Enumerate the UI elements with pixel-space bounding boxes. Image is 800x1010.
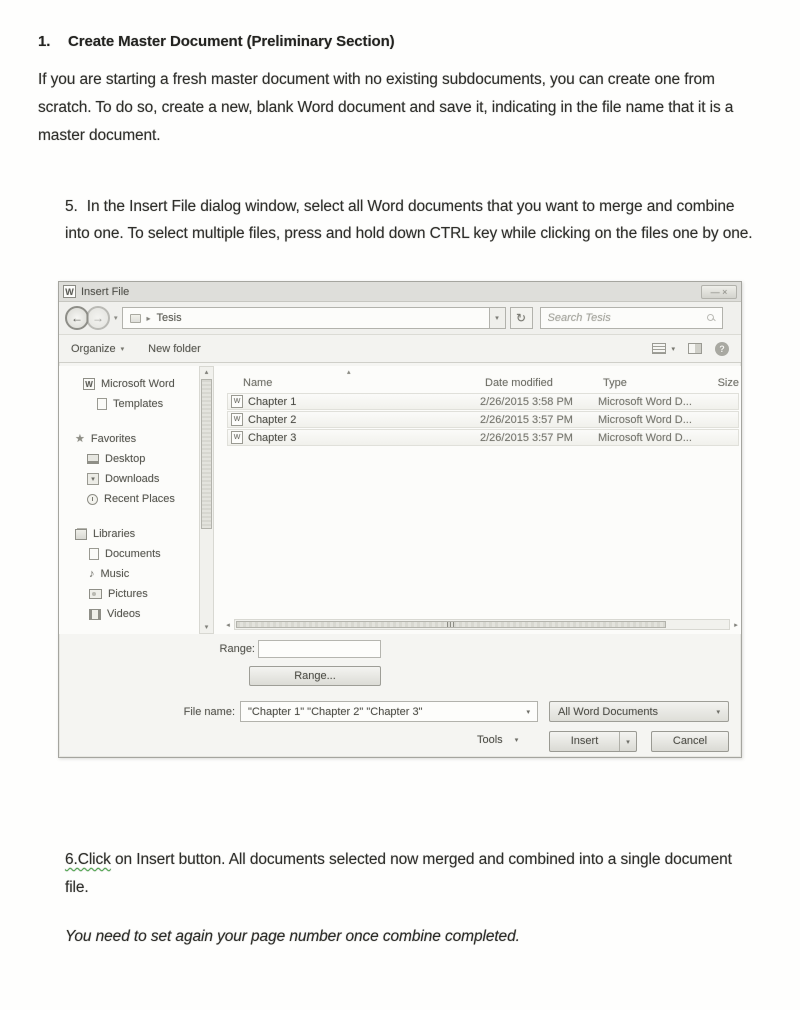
address-dropdown-button[interactable] [490, 307, 506, 329]
file-name-cell [228, 431, 480, 444]
page-title [38, 33, 395, 50]
search-icon [707, 314, 715, 322]
scroll-down-icon[interactable]: ▾ [204, 624, 209, 631]
music-icon: ♪ [89, 568, 95, 580]
file-name-cell [228, 395, 480, 408]
sidebar-label: Pictures [108, 588, 148, 600]
views-icon [652, 343, 666, 354]
sidebar-label: Templates [113, 398, 164, 410]
tools-button[interactable] [477, 734, 518, 746]
file-row-chapter-2[interactable] [227, 411, 739, 428]
sidebar-label: Videos [107, 608, 141, 620]
sidebar-item-microsoft-word[interactable] [59, 374, 199, 394]
intro-paragraph: If you are starting a fresh master document with no existing subdocuments, you can create one from scratch. To do so, create a new, blank Word document and save it, indicating in the file name that it is a master document. [38, 71, 734, 144]
scroll-up-icon[interactable]: ▴ [204, 369, 209, 376]
sidebar-item-recent-places[interactable] [59, 489, 199, 509]
dialog-title: Insert File [81, 285, 130, 298]
sidebar-item-videos[interactable] [59, 604, 199, 624]
column-header-name[interactable]: Name [243, 377, 273, 389]
insert-split-button [549, 731, 637, 752]
range-input[interactable] [258, 640, 381, 658]
breadcrumb[interactable] [122, 307, 490, 329]
insert-file-dialog [58, 281, 742, 758]
type-cell: Microsoft Word D... [598, 413, 692, 426]
forward-button[interactable] [86, 306, 110, 330]
insert-button[interactable]: Insert [570, 735, 599, 747]
search-box[interactable] [540, 307, 723, 329]
heading-title: Create Master Document (Preliminary Section) [68, 33, 395, 50]
file-row-chapter-3[interactable] [227, 429, 739, 446]
step-5-text: In the Insert File dialog window, select all Word documents that you want to merge and combine into one. To select multiple files, press and hold down CTRL key while clicking on the files one by one. [65, 198, 753, 242]
sidebar-item-music[interactable] [59, 564, 199, 584]
word-icon-glyph: W [85, 379, 93, 389]
libraries-icon [75, 529, 87, 540]
organize-button[interactable] [71, 343, 124, 355]
close-button[interactable] [701, 285, 737, 299]
scroll-left-icon[interactable]: ◂ [226, 621, 230, 629]
back-icon: ← [71, 311, 83, 325]
word-doc-icon [231, 431, 243, 444]
step-5-paragraph [65, 193, 757, 247]
forward-icon: → [92, 311, 104, 325]
insert-caret-icon: ▾ [626, 738, 630, 746]
step-6-text: on Insert button. All documents selected now merged and combined into a single document file. [65, 851, 732, 896]
type-cell: Microsoft Word D... [598, 431, 692, 444]
sidebar-label: Microsoft Word [101, 378, 175, 390]
desktop-icon [87, 454, 99, 464]
word-doc-icon-glyph: W [233, 416, 241, 423]
preview-pane-button[interactable] [688, 343, 702, 354]
horizontal-scrollbar-track[interactable] [234, 619, 730, 630]
breadcrumb-separator-icon: ▸ [146, 313, 151, 323]
file-name-text: Chapter 1 [248, 395, 297, 408]
file-row-chapter-1[interactable] [227, 393, 739, 410]
navigation-sidebar [59, 366, 199, 634]
range-label: Range: [219, 643, 255, 655]
sidebar-label: Libraries [93, 528, 136, 540]
date-modified-cell: 2/26/2015 3:58 PM [480, 395, 573, 408]
vertical-scrollbar[interactable] [199, 366, 214, 634]
dialog-main-area [59, 366, 741, 634]
note-paragraph: You need to set again your page number once combine completed. [65, 928, 520, 945]
sidebar-label: Desktop [105, 453, 146, 465]
file-name-value[interactable]: "Chapter 1" "Chapter 2" "Chapter 3" [248, 705, 423, 718]
new-folder-button[interactable] [148, 343, 201, 355]
cancel-button[interactable]: Cancel [651, 731, 729, 752]
date-modified-cell: 2/26/2015 3:57 PM [480, 413, 573, 426]
refresh-button[interactable] [510, 307, 533, 329]
file-list [214, 366, 741, 634]
step-5-number: 5. [65, 198, 78, 215]
downloads-icon: ▾ [87, 473, 99, 485]
sidebar-label: Recent Places [104, 493, 175, 505]
word-doc-icon-glyph: W [233, 434, 241, 441]
horizontal-scrollbar[interactable] [224, 618, 740, 631]
sidebar-label: Music [100, 568, 130, 580]
sidebar-label: Favorites [90, 433, 137, 445]
organize-label: Organize [71, 342, 116, 355]
sidebar-item-libraries[interactable] [59, 524, 199, 544]
tools-label: Tools [477, 734, 503, 746]
word-app-icon [63, 285, 76, 298]
step-6-paragraph [65, 846, 745, 902]
sidebar-item-favorites[interactable] [59, 429, 199, 449]
toolbar-right-icons [652, 342, 729, 356]
sidebar-item-desktop[interactable] [59, 449, 199, 469]
sidebar-label: Downloads [105, 473, 160, 485]
address-bar [59, 302, 741, 335]
organize-caret-icon: ▾ [120, 345, 125, 353]
file-name-text: Chapter 2 [248, 413, 297, 426]
range-button[interactable]: Range... [249, 666, 381, 686]
column-header-type[interactable]: Type [603, 377, 627, 389]
videos-icon [89, 609, 101, 620]
dialog-toolbar [59, 335, 741, 363]
tools-caret-icon: ▾ [514, 737, 519, 744]
refresh-icon: ↻ [515, 311, 527, 325]
heading-number: 1. [38, 33, 51, 50]
horizontal-scrollbar-thumb[interactable] [236, 621, 666, 628]
views-caret-icon: ▾ [671, 345, 675, 353]
search-input[interactable] [548, 312, 703, 324]
star-icon: ★ [75, 433, 85, 445]
sidebar-item-templates[interactable] [59, 394, 199, 414]
column-header-date-modified[interactable]: Date modified [485, 377, 553, 389]
views-button[interactable] [652, 343, 675, 354]
word-doc-icon-glyph: W [233, 398, 241, 405]
recent-places-icon [87, 494, 98, 505]
help-icon: ? [719, 343, 725, 354]
file-type-dropdown[interactable] [549, 701, 729, 722]
file-type-value: All Word Documents [558, 705, 659, 718]
insert-caret-button[interactable] [619, 732, 636, 751]
file-name-caret-icon[interactable]: ▾ [526, 708, 530, 716]
sidebar-item-downloads[interactable] [59, 469, 199, 489]
word-app-icon-glyph: W [65, 286, 74, 297]
dialog-titlebar[interactable] [59, 282, 741, 302]
sidebar-label: Documents [105, 548, 161, 560]
file-name-cell [228, 413, 480, 426]
file-name-label: File name: [183, 706, 235, 718]
breadcrumb-item-tesis[interactable]: Tesis [156, 312, 182, 324]
documents-icon [89, 548, 99, 560]
scrollbar-grip-icon [447, 622, 454, 627]
column-header-size[interactable]: Size [717, 377, 739, 389]
sidebar-item-pictures[interactable] [59, 584, 199, 604]
step-6-grammar-flagged-text: 6.Click [65, 851, 111, 868]
file-type-caret-icon: ▾ [716, 708, 720, 716]
word-doc-icon [231, 413, 243, 426]
folder-icon [130, 314, 141, 323]
vertical-scrollbar-thumb[interactable] [201, 379, 212, 529]
column-header-row [227, 369, 739, 392]
sort-asc-icon: ▴ [347, 369, 351, 376]
file-name-text: Chapter 3 [248, 431, 297, 444]
pictures-icon [89, 589, 102, 599]
file-name-combo[interactable] [240, 701, 538, 722]
word-doc-icon [231, 395, 243, 408]
template-icon [97, 398, 107, 410]
word-icon [83, 378, 95, 390]
scroll-right-icon[interactable]: ▸ [734, 621, 738, 629]
new-folder-label: New folder [148, 342, 201, 355]
help-button[interactable] [715, 342, 729, 356]
date-modified-cell: 2/26/2015 3:57 PM [480, 431, 573, 444]
close-icon: — × [710, 286, 728, 297]
sidebar-item-documents[interactable] [59, 544, 199, 564]
type-cell: Microsoft Word D... [598, 395, 692, 408]
address-caret-icon: ▾ [495, 315, 499, 322]
nav-history-caret-icon[interactable]: ▾ [114, 315, 118, 322]
